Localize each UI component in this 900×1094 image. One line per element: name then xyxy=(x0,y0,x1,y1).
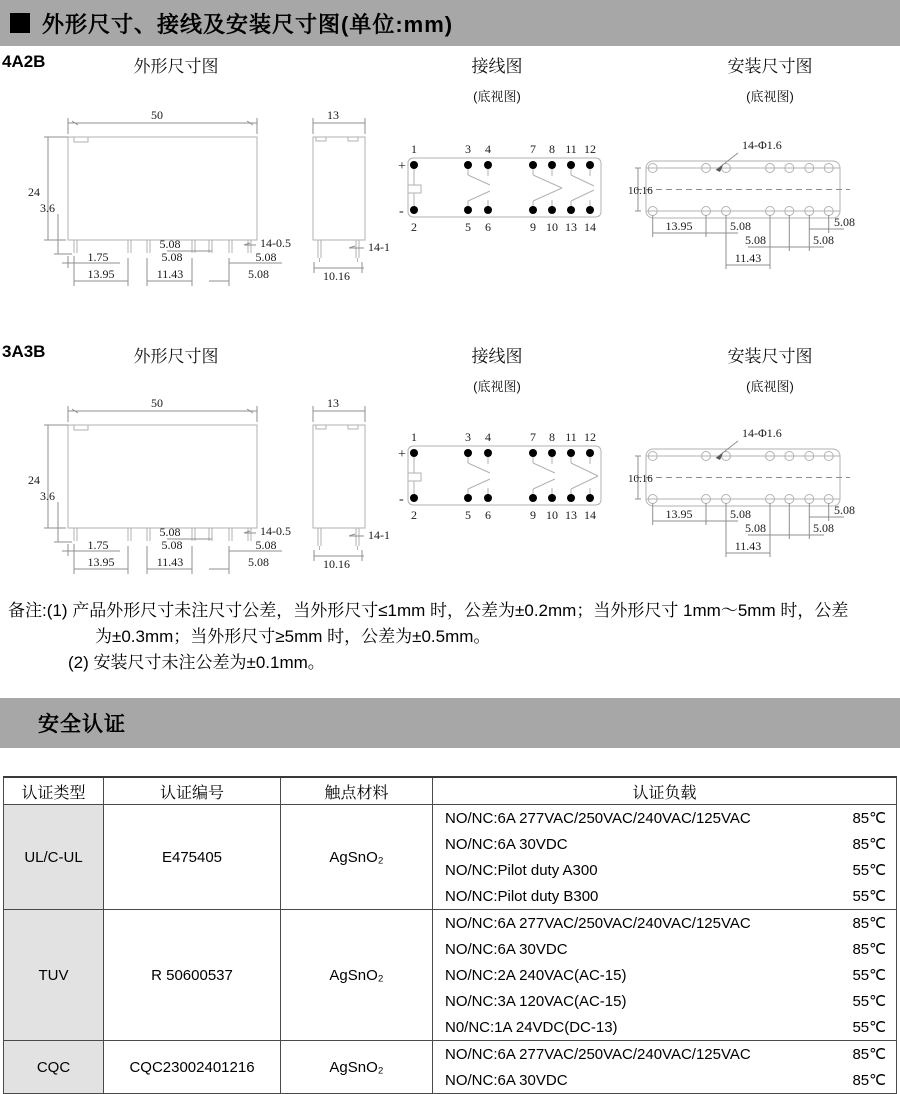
load-line xyxy=(433,1067,896,1093)
page-title: 外形尺寸、接线及安装尺寸图(单位:mm) xyxy=(42,11,454,37)
dim-label: 5.08 xyxy=(161,250,183,264)
pin-spec-label: 14-0.5 xyxy=(260,236,291,250)
dim-label: 13 xyxy=(327,396,339,410)
dim-label: 10.16 xyxy=(323,269,350,283)
pin-number: 8 xyxy=(549,430,555,444)
load-temp: 85℃ xyxy=(852,1072,886,1089)
dim-label: 5.08 xyxy=(834,503,855,517)
pin-number: 1 xyxy=(411,142,417,156)
contact-material: AgSnO₂ xyxy=(281,1041,433,1094)
note-line-3: (2) 安装尺寸未注公差为±0.1mm。 xyxy=(68,653,325,672)
contact-material: AgSnO₂ xyxy=(281,910,433,1041)
dim-label: 3.6 xyxy=(40,489,55,503)
dim-label: 5.08 xyxy=(248,267,269,281)
note-line-2: 为±0.3mm；当外形尺寸≥5mm 时，公差为±0.5mm。 xyxy=(95,627,491,646)
cert-type: UL/C-UL xyxy=(4,805,104,910)
pin-number: 7 xyxy=(530,142,536,156)
load-temp: 85℃ xyxy=(852,915,886,932)
dim-label: 5.08 xyxy=(248,555,269,569)
certification-table xyxy=(3,776,897,1094)
cert-loads-cell xyxy=(433,805,897,910)
hole-spec-label: 14-Φ1.6 xyxy=(742,426,782,440)
wiring-bottom-view-label: (底视图) xyxy=(473,89,521,104)
load-desc: NO/NC:6A 30VDC xyxy=(445,835,568,853)
wiring-column-title: 接线图 xyxy=(471,57,523,76)
dim-label: 5.08 xyxy=(813,233,834,247)
col-header-contact-material: 触点材料 xyxy=(281,777,433,805)
pin-number: 9 xyxy=(530,508,536,522)
pin-number: 12 xyxy=(584,142,596,156)
load-temp: 85℃ xyxy=(852,1046,886,1063)
dim-label: 5.08 xyxy=(745,233,766,247)
cert-number: E475405 xyxy=(104,805,281,910)
mounting-bottom-view-label: (底视图) xyxy=(746,89,794,104)
dim-label: 24 xyxy=(28,185,40,199)
dim-label: 1.75 xyxy=(87,538,109,552)
dim-label: 5.08 xyxy=(730,219,751,233)
load-temp: 55℃ xyxy=(852,1019,886,1036)
pin-number: 13 xyxy=(565,508,577,522)
load-line xyxy=(433,988,896,1014)
mounting-column-title: 安装尺寸图 xyxy=(727,347,813,366)
pin-number: 9 xyxy=(530,220,536,234)
load-temp: 85℃ xyxy=(852,836,886,853)
load-line xyxy=(433,962,896,988)
dim-label: 13.95 xyxy=(87,555,115,569)
pin-number: 5 xyxy=(465,220,471,234)
hole-spec-label: 14-Φ1.6 xyxy=(742,138,782,152)
pin-number: 13 xyxy=(565,220,577,234)
dim-label: 10.16 xyxy=(323,557,350,571)
load-line xyxy=(433,1041,896,1067)
polarity-minus-label: - xyxy=(399,492,404,507)
dim-label: 5.08 xyxy=(159,525,181,539)
pin-number: 11 xyxy=(565,430,577,444)
load-line xyxy=(433,857,896,883)
dim-label: 5.08 xyxy=(730,507,751,521)
pin-number: 14 xyxy=(584,508,596,522)
dim-label: 5.08 xyxy=(813,521,834,535)
mounting-column-title: 安装尺寸图 xyxy=(727,57,813,76)
pin-number: 4 xyxy=(485,142,491,156)
dim-label: 5.08 xyxy=(161,538,183,552)
pin-number: 1 xyxy=(411,430,417,444)
dim-label: 11.43 xyxy=(156,555,184,569)
load-line xyxy=(433,883,896,909)
dim-label: 1.75 xyxy=(87,250,109,264)
pin-number: 6 xyxy=(485,508,491,522)
dim-label: 5.08 xyxy=(255,250,277,264)
load-line xyxy=(433,831,896,857)
load-line xyxy=(433,1014,896,1040)
pin-spec-label: 14-0.5 xyxy=(260,524,291,538)
dim-label: 50 xyxy=(151,396,163,410)
cert-type: CQC xyxy=(4,1041,104,1094)
pin-spec-label: 14-1 xyxy=(368,240,390,254)
polarity-plus-label: + xyxy=(398,159,406,174)
load-desc: NO/NC:3A 120VAC(AC-15) xyxy=(445,992,627,1010)
dim-label: 5.08 xyxy=(255,538,277,552)
dim-label: 10.16 xyxy=(628,185,653,197)
load-desc: NO/NC:Pilot duty A300 xyxy=(445,861,598,879)
pin-number: 7 xyxy=(530,430,536,444)
dim-label: 10.16 xyxy=(628,473,653,485)
pin-number: 6 xyxy=(485,220,491,234)
pin-number: 2 xyxy=(411,220,417,234)
dim-label: 11.43 xyxy=(734,251,762,265)
col-header-cert-number: 认证编号 xyxy=(104,777,281,805)
safety-section-bar xyxy=(0,698,900,748)
cert-type: TUV xyxy=(4,910,104,1041)
mounting-diagram-4a2b xyxy=(628,137,900,287)
load-desc: NO/NC:Pilot duty B300 xyxy=(445,887,599,905)
dim-label: 11.43 xyxy=(734,539,762,553)
wiring-diagram-3a3b xyxy=(398,428,648,528)
dim-label: 5.08 xyxy=(745,521,766,535)
section-label-4a2b: 4A2B xyxy=(2,52,46,71)
dim-label: 11.43 xyxy=(156,267,184,281)
mounting-diagram-3a3b xyxy=(628,425,900,575)
wiring-bottom-view-label: (底视图) xyxy=(473,379,521,394)
dim-label: 13 xyxy=(327,108,339,122)
outline-drawing-4a2b xyxy=(20,100,400,340)
dim-label: 13.95 xyxy=(665,219,693,233)
contact-material: AgSnO₂ xyxy=(281,805,433,910)
outline-drawing-3a3b xyxy=(20,388,400,628)
load-temp: 55℃ xyxy=(852,862,886,879)
load-desc: NO/NC:6A 30VDC xyxy=(445,940,568,958)
load-desc: NO/NC:6A 277VAC/250VAC/240VAC/125VAC xyxy=(445,914,751,932)
section-label-3a3b: 3A3B xyxy=(2,342,46,361)
safety-section-title: 安全认证 xyxy=(38,713,126,736)
dim-label: 5.08 xyxy=(159,237,181,251)
cert-loads-cell xyxy=(433,1041,897,1094)
pin-number: 12 xyxy=(584,430,596,444)
dim-label: 5.08 xyxy=(834,215,855,229)
outline-column-title: 外形尺寸图 xyxy=(133,57,219,76)
col-header-cert-load: 认证负载 xyxy=(433,777,897,805)
load-temp: 85℃ xyxy=(852,941,886,958)
load-desc: NO/NC:6A 277VAC/250VAC/240VAC/125VAC xyxy=(445,1045,751,1063)
load-line xyxy=(433,936,896,962)
load-desc: NO/NC:2A 240VAC(AC-15) xyxy=(445,966,627,984)
pin-number: 2 xyxy=(411,508,417,522)
table-row xyxy=(4,1041,897,1094)
load-desc: NO/NC:6A 30VDC xyxy=(445,1071,568,1089)
pin-number: 3 xyxy=(465,142,471,156)
load-line xyxy=(433,805,896,831)
load-temp: 55℃ xyxy=(852,993,886,1010)
cert-number: R 50600537 xyxy=(104,910,281,1041)
pin-number: 8 xyxy=(549,142,555,156)
pin-number: 3 xyxy=(465,430,471,444)
cert-loads-cell xyxy=(433,910,897,1041)
cert-number: CQC23002401216 xyxy=(104,1041,281,1094)
load-desc: NO/NC:6A 277VAC/250VAC/240VAC/125VAC xyxy=(445,809,751,827)
pin-number: 5 xyxy=(465,508,471,522)
page-header-bar xyxy=(0,0,900,46)
table-header-row xyxy=(4,777,897,805)
pin-spec-label: 14-1 xyxy=(368,528,390,542)
dim-label: 24 xyxy=(28,473,40,487)
polarity-plus-label: + xyxy=(398,447,406,462)
dim-label: 13.95 xyxy=(87,267,115,281)
wiring-diagram-4a2b xyxy=(398,140,648,240)
outline-column-title: 外形尺寸图 xyxy=(133,347,219,366)
dim-label: 13.95 xyxy=(665,507,693,521)
dim-label: 50 xyxy=(151,108,163,122)
polarity-minus-label: - xyxy=(399,204,404,219)
load-line xyxy=(433,910,896,936)
pin-number: 4 xyxy=(485,430,491,444)
table-row xyxy=(4,805,897,910)
load-temp: 55℃ xyxy=(852,888,886,905)
load-temp: 85℃ xyxy=(852,810,886,827)
load-temp: 55℃ xyxy=(852,967,886,984)
mounting-bottom-view-label: (底视图) xyxy=(746,379,794,394)
dim-label: 3.6 xyxy=(40,201,55,215)
pin-number: 10 xyxy=(546,220,558,234)
pin-number: 11 xyxy=(565,142,577,156)
note-line-1: 备注:(1) 产品外形尺寸未注尺寸公差，当外形尺寸≤1mm 时，公差为±0.2mm；当外形尺寸 1mm～5mm 时，公差 xyxy=(8,601,849,620)
load-desc: N0/NC:1A 24VDC(DC-13) xyxy=(445,1018,618,1036)
pin-number: 14 xyxy=(584,220,596,234)
wiring-column-title: 接线图 xyxy=(471,347,523,366)
table-row xyxy=(4,910,897,1041)
pin-number: 10 xyxy=(546,508,558,522)
section-marker-icon xyxy=(10,13,30,33)
col-header-cert-type: 认证类型 xyxy=(4,777,104,805)
